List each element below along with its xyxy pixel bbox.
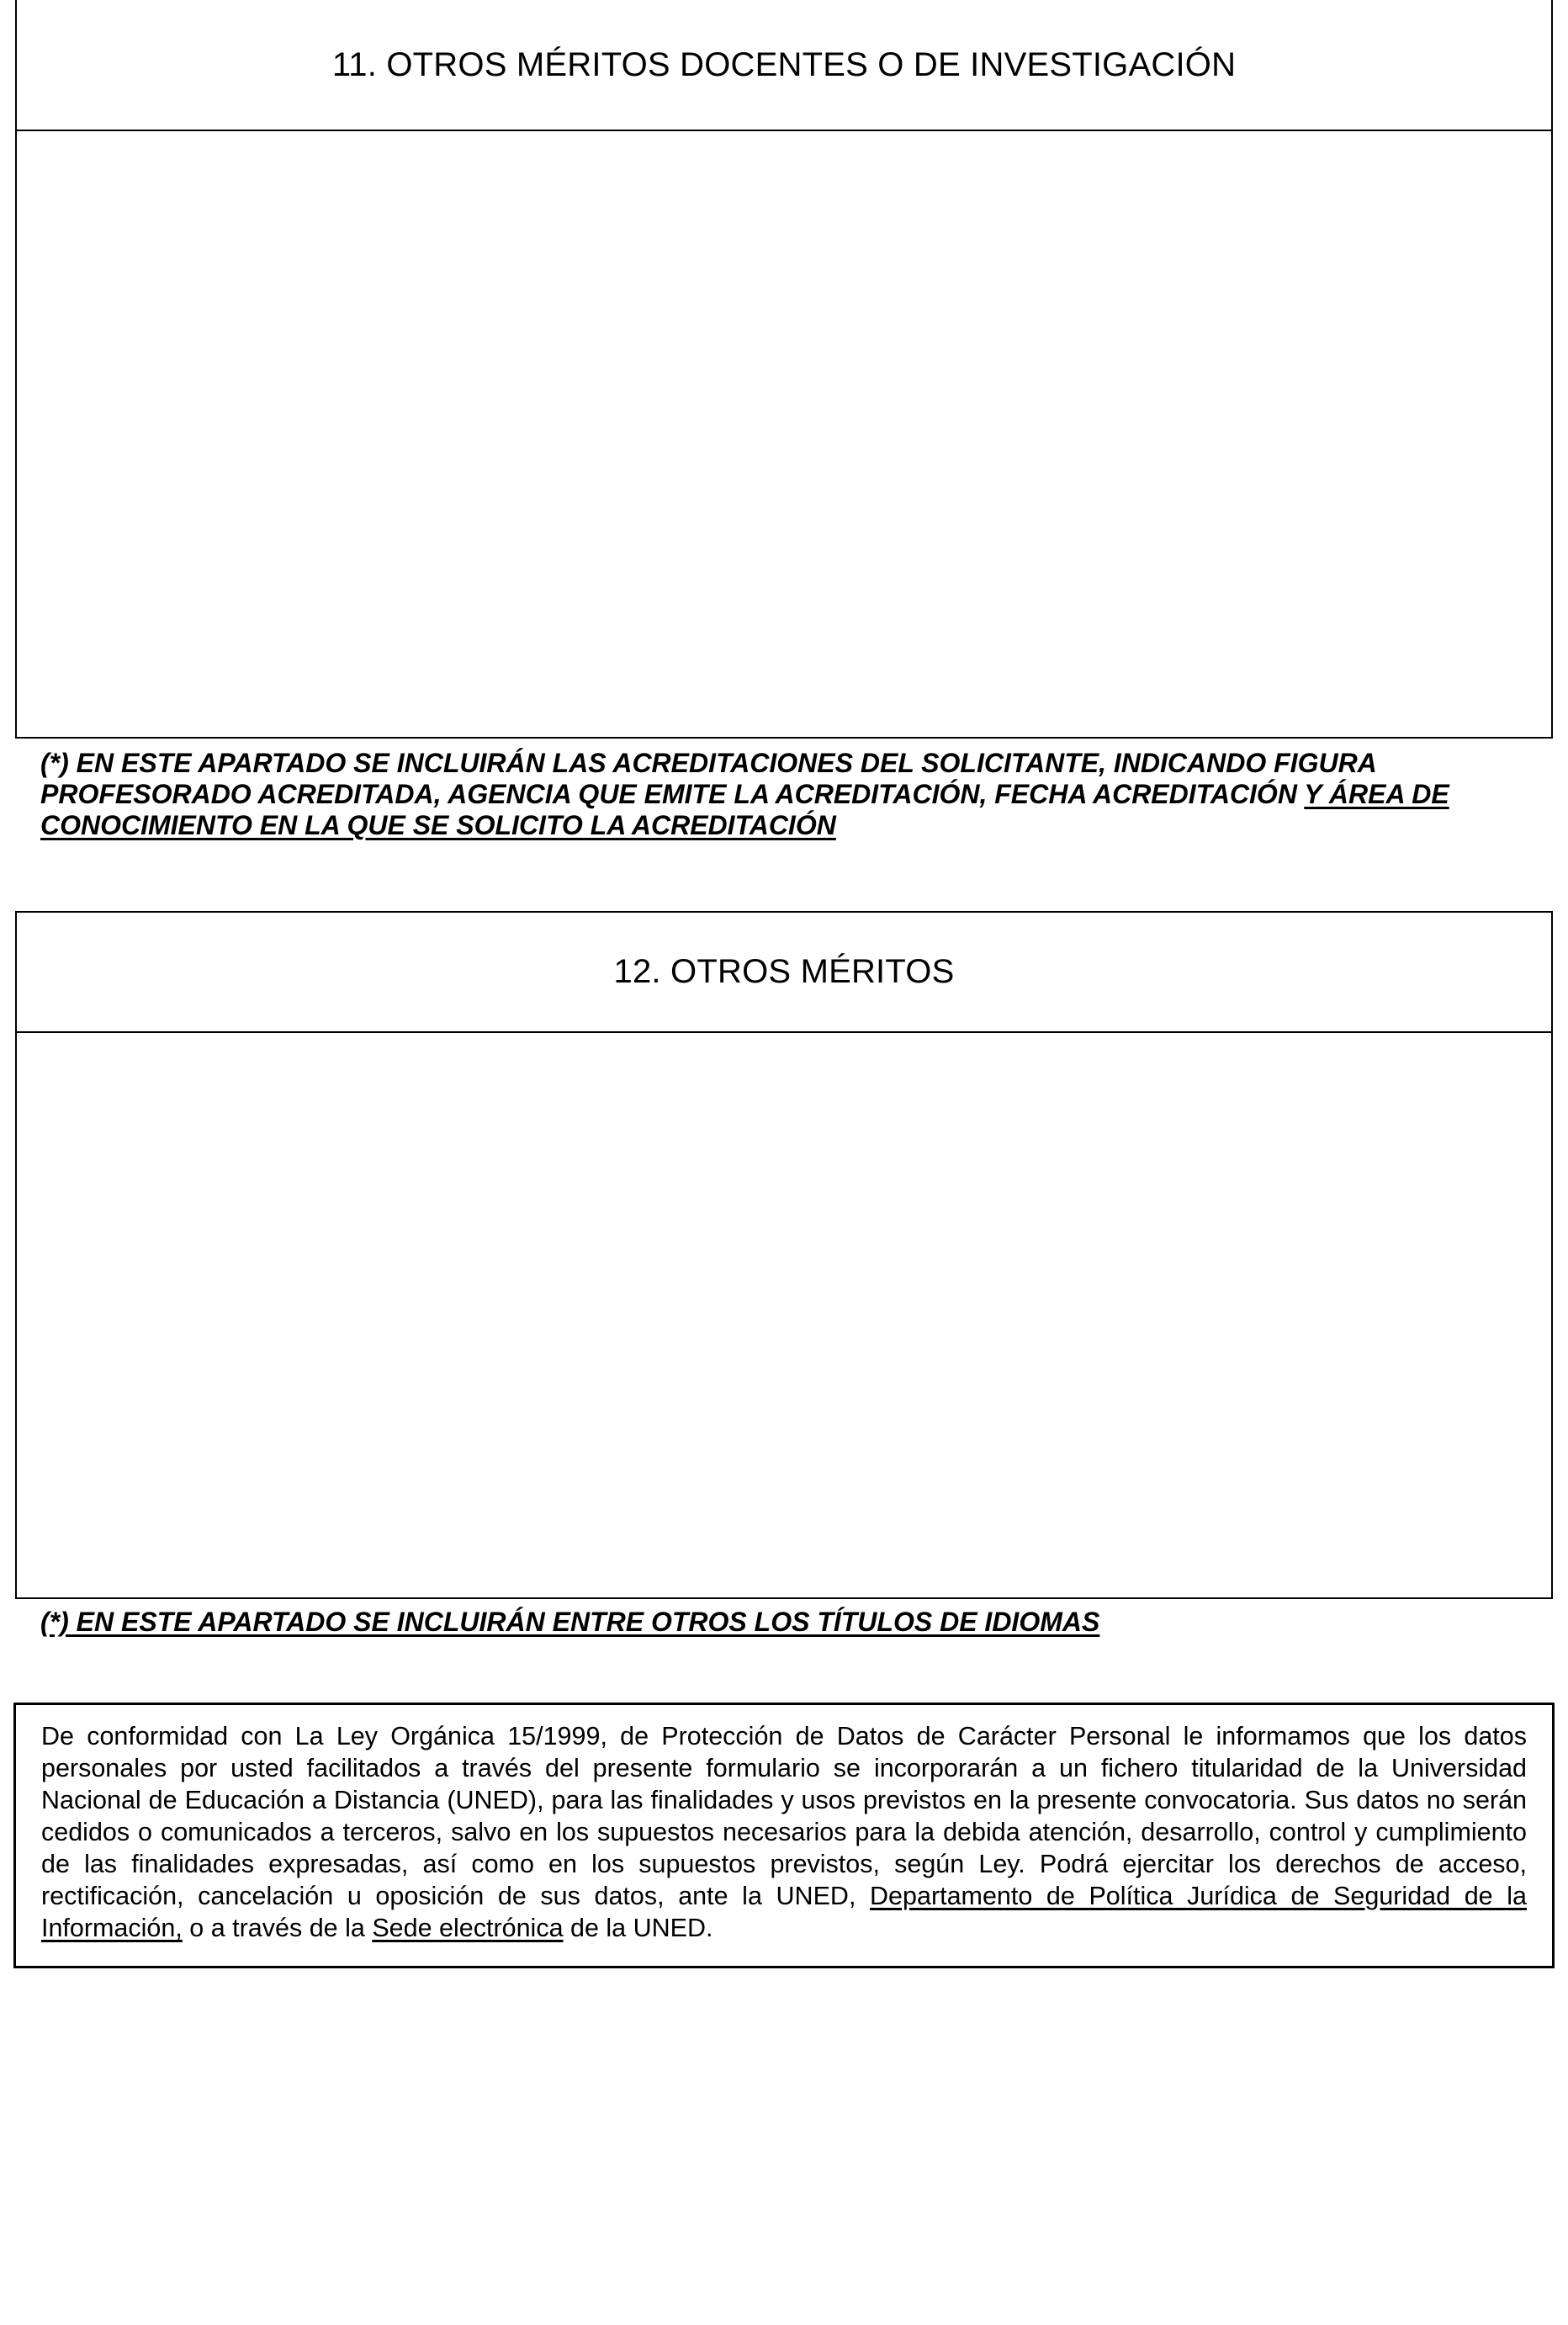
section-12-box: [15, 911, 1553, 1599]
data-protection-end: de la UNED.: [563, 1914, 713, 1942]
section-11-title: 11. OTROS MÉRITOS DOCENTES O DE INVESTIGACIÓN: [331, 45, 1237, 83]
section-11-note: [40, 748, 1533, 841]
section-12-content-area[interactable]: [17, 1033, 1551, 1597]
data-protection-body: De conformidad con La Ley Orgánica 15/1999, de Protección de Datos de Carácter Personal le informamos que los datos personales por usted facilitados a través del presente formulario se incorporarán a un fichero titularidad de la Universidad Nacional de Educación a Distancia (UNED), para las finalidades y usos previstos en la presente convocatoria. Sus datos no serán cedidos o comunicados a terceros, salvo en los supuestos necesarios para la debida atención, desarrollo, control y cumplimiento de las finalidades expresadas, así como en los supuestos previstos, según Ley. Podrá ejercitar los derechos de acceso, rectificación, cancelación u oposición de sus datos, ante la UNED,: [41, 1722, 1527, 1910]
section-11-header: [17, 0, 1551, 131]
data-protection-notice: [13, 1703, 1555, 1968]
data-protection-text: [41, 1720, 1527, 1944]
section-11-content-area[interactable]: [17, 131, 1551, 737]
section-11-note-underlined: Y ÁREA DE CONOCIMIENTO EN LA QUE SE SOLICITO LA ACREDITACIÓN: [40, 779, 1449, 840]
section-12-note: [40, 1607, 1533, 1638]
data-protection-middle: o a través de la: [182, 1914, 373, 1942]
section-11-note-text: (*) EN ESTE APARTADO SE INCLUIRÁN LAS ACREDITACIONES DEL SOLICITANTE, INDICANDO FIGURA PROFESORADO ACREDITADA, AGENCIA QUE EMITE LA ACREDITACIÓN, FECHA ACREDITACIÓN: [40, 748, 1376, 809]
sede-electronica-link[interactable]: Sede electrónica: [372, 1914, 564, 1942]
section-11-box: [15, 0, 1553, 739]
section-12-title: 12. OTROS MÉRITOS: [613, 953, 955, 990]
department-link[interactable]: Departamento de Política Jurídica de Seguridad de la Información,: [41, 1882, 1527, 1942]
section-12-note-text: (*) EN ESTE APARTADO SE INCLUIRÁN ENTRE OTROS LOS TÍTULOS DE IDIOMAS: [40, 1607, 1100, 1637]
section-12-header: [17, 913, 1551, 1033]
